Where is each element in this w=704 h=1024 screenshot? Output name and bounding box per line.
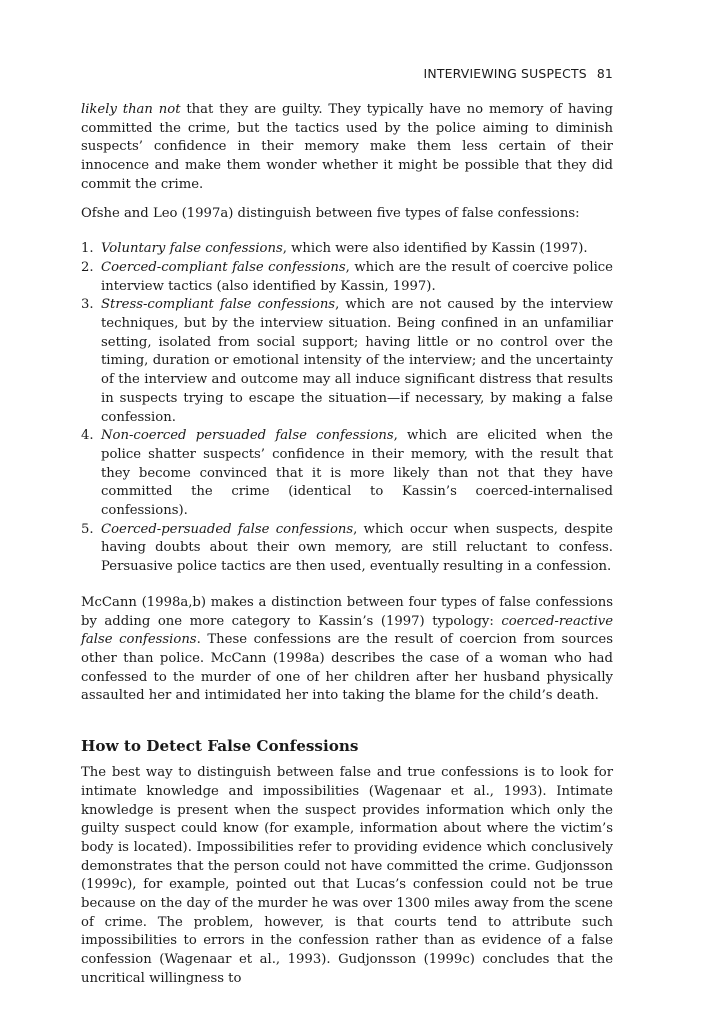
paragraph-intro-list: Ofshe and Leo (1997a) distinguish between five types of false confessions:	[81, 205, 580, 221]
list-number: 1.	[81, 241, 94, 257]
list-term: Coerced-persuaded false confessions	[101, 521, 354, 537]
list-item	[81, 240, 613, 259]
list-text: , which occur when suspects, despite having doubts about their own memory, are still reluctant to confess. Persuasive police tactics are then used, eventually resulting in a confession.	[101, 521, 613, 575]
list-term: Voluntary false confessions	[101, 241, 283, 257]
list-text: , which were also identified by Kassin (1997).	[282, 241, 588, 257]
paragraph-text: that they are guilty. They typically have no memory of having committed the crime, but the tactics used by the police aiming to diminish suspects’ confidence in their memory make them less certain of their innocence and make them wonder whether it might be possible that they did commit the crime.	[81, 102, 613, 192]
paragraph-detection: The best way to distinguish between false and true confessions is to look for intimate knowledge and impossibilities (Wagenaar et al., 1993). Intimate knowledge is present when the suspect provides information which only the guilty suspect could know (for example, information about where the victim’s body is located). Impossibilities refer to providing evidence which conclusively demonstrates that the person could not have committed the crime. Gudjonsson (1999c), for example, pointed out that Lucas’s confession could not be true because on the day of the murder he was over 1300 miles away from the scene of crime. The problem, however, is that courts tend to attribute such impossibilities to errors in the confession rather than as evidence of a false confession (Wagenaar et al., 1993). Gudjonsson (1999c) concludes that the uncritical willingness to	[81, 765, 613, 986]
body-text	[81, 101, 613, 989]
italic-term: coerced-reactive false confessions	[81, 613, 613, 648]
list-term: Non-coerced persuaded false confessions	[101, 428, 394, 444]
false-confession-types-list	[81, 240, 613, 577]
list-number: 3.	[81, 297, 94, 313]
list-item	[81, 259, 613, 296]
running-head	[424, 66, 613, 81]
section-heading: How to Detect False Confessions	[81, 737, 359, 756]
list-term: Coerced-compliant false confessions	[101, 259, 346, 275]
list-item	[81, 521, 613, 577]
list-item	[81, 427, 613, 521]
paragraph-continuation	[81, 101, 613, 195]
running-head-title: INTERVIEWING SUSPECTS	[423, 66, 587, 81]
paragraph-text: . These confessions are the result of coercion from sources other than police. McCann (1998a) describes the case of a woman who had confessed to the murder of one of her children after her husband physically assaulted her and intimidated her into taking the blame for the child’s death.	[81, 632, 613, 704]
list-number: 4.	[81, 428, 94, 444]
page-number: 81	[596, 66, 613, 81]
list-text: , which are elicited when the police shatter suspects’ confidence in their memory, with the result that they become convinced that it is more likely than not that they have committed the crime (identical to Kassin’s coerced-internalised confessions).	[101, 428, 613, 519]
list-number: 5.	[81, 521, 94, 537]
list-text: , which are the result of coercive police interview tactics (also identified by Kassin, 1997).	[101, 259, 613, 294]
list-number: 2.	[81, 259, 94, 275]
list-item	[81, 296, 613, 427]
list-term: Stress-compliant false confessions	[101, 297, 336, 313]
list-text: , which are not caused by the interview techniques, but by the interview situation. Being confined in an unfamiliar setting, isolated from social support; having little or no control over the timing, duration or emotional intensity of the interview; and the uncertainty of the interview and outcome may all induce significant distress that results in suspects trying to escape the situation—if necessary, by making a false confession.	[101, 297, 613, 425]
paragraph-mccann	[81, 594, 613, 706]
book-page	[81, 0, 613, 1024]
italic-phrase: likely than not	[81, 102, 181, 117]
paragraph-text: McCann (1998a,b) makes a distinction between four types of false confessions by adding one more category to Kassin’s (1997) typology:	[81, 594, 613, 629]
